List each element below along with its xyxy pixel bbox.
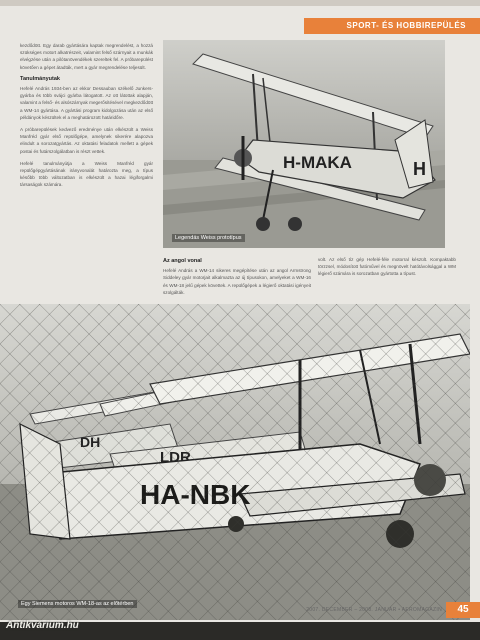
paragraph-5: volt. Az első tíz gép Hefelé-féle motorral készült. Kompaktabb törzzsel, módosított futóművel és megnövelt hatótávolsággal a WM légierő számára is sorozatban gyártotta a típust. — [318, 257, 456, 277]
prototype-tail-letter: H — [413, 159, 426, 179]
subheading-tanulmanyutak: Tanulmányutak — [20, 75, 60, 82]
paragraph-2: A próbarepülések kedvező eredménye után elkészült a Weiss Manfréd gyár első repülőgépe, amelynek sikerére alapozva elindult a sorozatgyártás. Az oktatási feladatok mellett a gépek postai és futárszolgálatban is részt vettek. — [20, 127, 153, 154]
paragraph-4: Hefelé András a WM-14 sikeres megépítése után az angol Armstrong Siddeley gyár motorjait alkalmazta az új típusokon, amelyeket a WM-16 és WM-18 jelű gépek követtek. A repülőgépek a légierő oktatási igényeit szolgálták. — [163, 268, 311, 295]
watermark: Antikvárium.hu — [6, 620, 79, 631]
prototype-registration: H-MAKA — [283, 153, 352, 172]
left-text-column — [20, 42, 153, 298]
paragraph-1: Hefelé András 1934-ben az ekkor Dessauban székelő Junkers-gyárba és több svájci gyárba látogatott. Az ott látottak alapján, valamint a felső- és alsószárnyak megerősítésével megkezdődött a WM-14 gyártása. A gyártási program kidolgozása után az első példányok készültek el a meghatározott határidőre. — [20, 86, 153, 120]
top-stripe — [0, 0, 480, 6]
photo-prototype-in-flight — [163, 40, 445, 248]
page-number: 45 — [446, 602, 480, 618]
section-header: SPORT- ÉS HOBBIREPÜLÉS — [304, 18, 480, 34]
middle-text-column — [163, 256, 311, 302]
planes-on-airfield-illustration — [0, 304, 470, 620]
paragraph-3: Hefelé tanulmányútja a Weiss Manfréd gyár repülőgépgyártásának irányvonalát határozta meg, a típus később több változatban is elkészült a hazai légiforgalmi társaságok számára. — [20, 160, 153, 188]
photo-planes-behind-fence — [0, 304, 470, 620]
issue-footer: 2007. DECEMBER – 2008. JANUÁR • AEROMAGAZIN — [306, 607, 442, 613]
top-photo-caption: Legendás Weiss prototípus — [172, 234, 245, 242]
subheading-angol-vonal: Az angol vonal — [163, 258, 202, 264]
prototype-plane-illustration — [163, 40, 445, 248]
right-text-column — [318, 256, 456, 302]
intro-paragraph: kezdődött. Egy darab gyártására kaptak megrendelést, a hozzá szükséges motort alkatrészeit, valamint felső szárnyait a munkák elvégzése után a pilótanövendékek szereltek fel. A próbarepülést követően a gépet átadták, mert a gyár megrendelése teljesült. — [20, 43, 153, 70]
bottom-photo-caption: Egy Siemens motoros WM-18-as az előtérben — [18, 600, 137, 608]
